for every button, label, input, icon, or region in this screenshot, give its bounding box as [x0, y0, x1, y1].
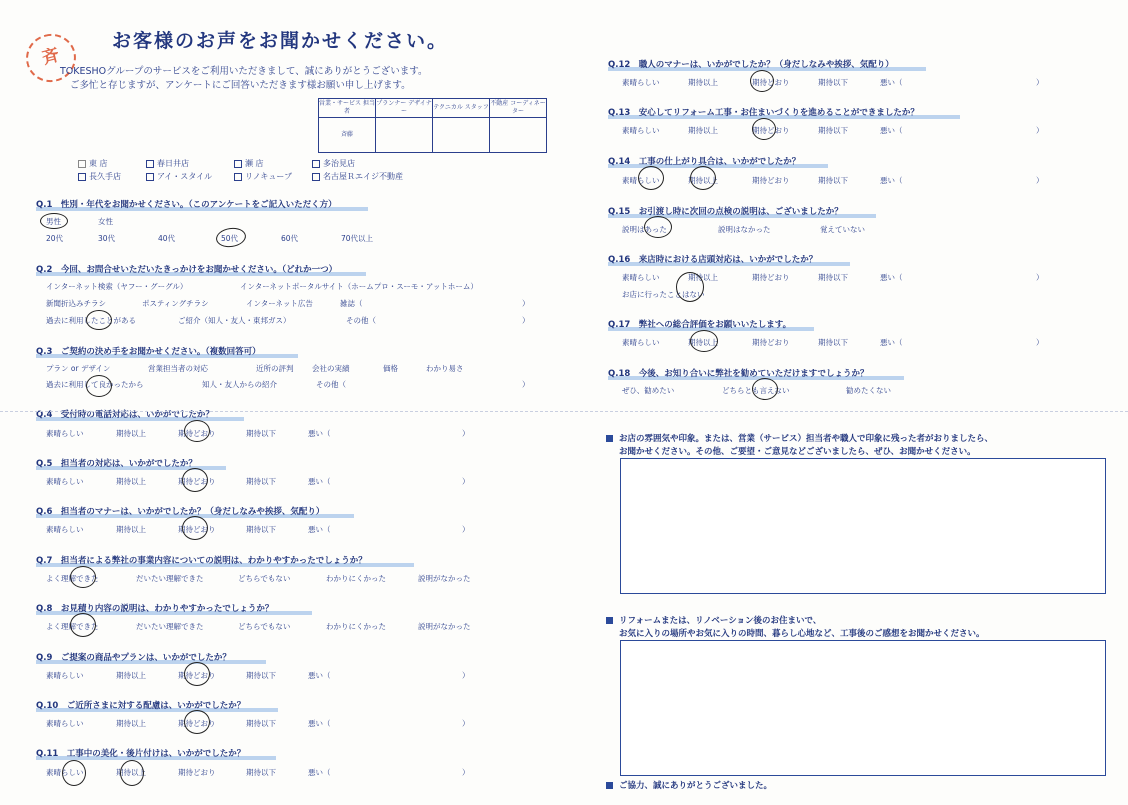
q1-age-40s[interactable]: 40代	[158, 234, 176, 243]
q15-label: Q.15 お引渡し時に次回の点検の説明は、ございましたか？	[608, 205, 876, 218]
staff-value-sales[interactable]: 斉藤	[319, 118, 376, 153]
q2-option[interactable]: インターネット広告	[246, 299, 313, 308]
store-checkbox[interactable]	[312, 173, 320, 181]
rating-option[interactable]: 期待どおり	[752, 126, 790, 135]
understanding-option[interactable]: どちらでもない	[238, 574, 291, 583]
rating-option[interactable]: 期待以下	[818, 126, 848, 135]
rating-option[interactable]: 期待以下	[818, 176, 848, 185]
q1-age-20s[interactable]: 20代	[46, 234, 64, 243]
q3-option[interactable]: 近所の評判	[256, 364, 294, 373]
store-checkbox[interactable]	[234, 160, 242, 168]
impression-heading-1: お店の雰囲気や印象。または、営業（サービス）担当者や職人で印象に残った者がおりましたら、	[606, 432, 993, 444]
rating-option[interactable]: 素晴らしい	[46, 671, 84, 680]
staff-value-planner[interactable]	[376, 118, 433, 153]
impression-comment-box[interactable]	[620, 458, 1106, 594]
q6-label: Q.6 担当者のマナーは、いかがでしたか？（身だしなみや挨拶、気配り）	[36, 505, 354, 518]
thanks-message: ご協力、誠にありがとうございました。	[606, 779, 772, 791]
store-checkbox[interactable]	[146, 160, 154, 168]
answer-circle	[690, 166, 716, 190]
answer-circle	[215, 226, 247, 249]
paren-close: ）	[1036, 126, 1044, 135]
paren-close: ）	[462, 719, 470, 728]
rating-option[interactable]: 期待以下	[818, 273, 848, 282]
store-checkbox[interactable]	[234, 173, 242, 181]
page-title: お客様のお声をお聞かせください。	[112, 30, 449, 52]
rating-option[interactable]: 悪い（	[880, 176, 903, 185]
answer-circle	[750, 70, 774, 92]
rating-option[interactable]: 期待どおり	[178, 429, 216, 438]
q3-option[interactable]: 過去に利用して良かったから	[46, 380, 144, 389]
q3-option[interactable]: 知人・友人からの紹介	[202, 380, 277, 389]
understanding-option[interactable]: だいたい理解できた	[136, 622, 204, 631]
paren-close: ）	[462, 429, 470, 438]
rating-option[interactable]: 期待どおり	[752, 273, 790, 282]
staff-value-technical[interactable]	[433, 118, 490, 153]
q2-option[interactable]: 雑誌（	[340, 299, 363, 308]
staff-header-realestate: 不動産 コーディネーター	[490, 99, 547, 118]
answer-circle	[86, 310, 112, 330]
q2-option[interactable]: インターネット検索（ヤフー・グーグル）	[46, 282, 188, 291]
q2-option[interactable]: ポスティングチラシ	[142, 299, 209, 308]
store-checkbox[interactable]	[78, 173, 86, 181]
paren-close: ）	[1036, 78, 1044, 87]
q18-option-neutral[interactable]: どちらとも言えない	[722, 386, 790, 395]
paren-close: ）	[1036, 338, 1044, 347]
q16-label: Q.16 来店時における店頭対応は、いかがでしたか？	[608, 253, 850, 266]
store-row-2	[78, 171, 403, 182]
fold-line	[0, 411, 1128, 412]
q17-label: Q.17 弊社への総合評価をお願いいたします。	[608, 318, 814, 331]
store-label: 多治見店	[323, 159, 355, 168]
answer-circle	[184, 420, 210, 442]
rating-option[interactable]: 素晴らしい	[46, 525, 84, 534]
rating-option[interactable]: 素晴らしい	[622, 338, 660, 347]
answer-circle	[752, 118, 776, 140]
rating-option[interactable]: 期待以下	[246, 525, 276, 534]
q1-age-70s[interactable]: 70代以上	[341, 234, 374, 243]
rating-option[interactable]: 悪い（	[308, 768, 331, 777]
rating-option[interactable]: 期待どおり	[178, 477, 216, 486]
rating-option[interactable]: 悪い（	[308, 671, 331, 680]
paren-close: ）	[462, 477, 470, 486]
intro-line-2: ご多忙と存じますが、アンケートにご回答いただきます様お願い申し上げます。	[70, 80, 411, 91]
store-label: 東 店	[89, 159, 108, 168]
q13-label: Q.13 安心してリフォーム工事・お住まいづくりを進めることができましたか？	[608, 106, 960, 119]
q2-option[interactable]: 過去に利用したことがある	[46, 316, 136, 325]
rating-option[interactable]: 期待以上	[688, 176, 718, 185]
q3-option[interactable]: 営業担当者の対応	[148, 364, 208, 373]
rating-option[interactable]: 期待どおり	[752, 176, 790, 185]
staff-header-planner: プランナー デザイナー	[376, 99, 433, 118]
store-row-1	[78, 158, 355, 169]
q2-paren-close: ）	[522, 299, 530, 308]
understanding-option[interactable]: わかりにくかった	[326, 622, 386, 631]
store-label: 春日井店	[157, 159, 189, 168]
rating-option[interactable]: 素晴らしい	[622, 273, 660, 282]
q3-option[interactable]: わかり易さ	[426, 364, 464, 373]
rating-option[interactable]: 期待どおり	[178, 525, 216, 534]
answer-circle	[40, 213, 68, 229]
q2-option[interactable]: インターネットポータルサイト（ホームプロ・スーモ・アットホーム）	[240, 282, 478, 291]
rating-option[interactable]: 期待以上	[116, 429, 146, 438]
rating-option[interactable]: 期待以上	[116, 768, 146, 777]
rating-option[interactable]: 悪い（	[308, 719, 331, 728]
store-label: 名古屋Ｒエイジ不動産	[323, 172, 403, 181]
answer-circle	[676, 272, 704, 302]
q2-label: Q.2 今回、お問合せいただいたきっかけをお聞かせください。（どれか一つ）	[36, 263, 366, 276]
rating-option[interactable]: 期待以下	[246, 429, 276, 438]
rating-option[interactable]: 期待以上	[688, 78, 718, 87]
q3-option[interactable]: プラン or デザイン	[46, 364, 111, 373]
impression-heading-2: お聞かせください。その他、ご要望・ご意見などございましたら、ぜひ、お聞かせください。	[619, 447, 976, 457]
store-checkbox[interactable]	[78, 160, 86, 168]
rating-option[interactable]: 悪い（	[308, 477, 331, 486]
q2-paren-close: ）	[522, 316, 530, 325]
q2-option[interactable]: その他（	[346, 316, 376, 325]
answer-circle	[184, 662, 210, 686]
q1-age-60s[interactable]: 60代	[281, 234, 299, 243]
square-bullet-icon	[606, 435, 613, 442]
rating-option[interactable]: 素晴らしい	[46, 768, 84, 777]
rating-option[interactable]: 素晴らしい	[46, 429, 84, 438]
rating-option[interactable]: 期待以下	[818, 78, 848, 87]
rating-option[interactable]: 期待どおり	[178, 768, 216, 777]
q1-age-30s[interactable]: 30代	[98, 234, 116, 243]
q18-option-recommend[interactable]: ぜひ、勧めたい	[622, 386, 675, 395]
q2-option[interactable]: ご紹介（知人・友人・東邦ガス）	[178, 316, 291, 325]
store-label: リノキューブ	[245, 172, 292, 181]
reform-comment-box[interactable]	[620, 640, 1106, 776]
answer-circle	[86, 375, 112, 397]
rating-option[interactable]: 悪い（	[880, 126, 903, 135]
store-checkbox[interactable]	[146, 173, 154, 181]
understanding-option[interactable]: だいたい理解できた	[136, 574, 204, 583]
rating-option[interactable]: 素晴らしい	[622, 78, 660, 87]
q14-label: Q.14 工事の仕上がり具合は、いかがでしたか？	[608, 155, 828, 168]
q12-label: Q.12 職人のマナーは、いかがでしたか？（身だしなみや挨拶、気配り）	[608, 58, 926, 71]
understanding-option[interactable]: 説明がなかった	[418, 622, 471, 631]
q1-gender-female[interactable]: 女性	[98, 217, 113, 226]
rating-option[interactable]: 期待以下	[246, 719, 276, 728]
seal-stamp: 斉	[21, 29, 81, 88]
q1-gender-male[interactable]: 男性	[46, 217, 61, 226]
store-checkbox[interactable]	[312, 160, 320, 168]
q1-label: Q.1 性別・年代をお聞かせください。（このアンケートをご記入いただく方）	[36, 198, 368, 211]
rating-option[interactable]: 悪い（	[308, 429, 331, 438]
answer-circle	[184, 710, 210, 734]
q11-label: Q.11 工事中の美化・後片付けは、いかがでしたか？	[36, 747, 276, 760]
rating-option[interactable]: 素晴らしい	[622, 126, 660, 135]
store-label: 瀬 店	[245, 159, 264, 168]
q3-option[interactable]: 価格	[383, 364, 398, 373]
rating-option[interactable]: 期待どおり	[752, 78, 790, 87]
reform-heading-1: リフォームまたは、リノベーション後のお住まいで、	[606, 614, 821, 626]
reform-heading-2: お気に入りの場所やお気に入りの時間、暮らし心地など、工事後のご感想をお聞かせください。	[619, 629, 985, 639]
answer-circle	[644, 216, 672, 238]
rating-option[interactable]: 期待以上	[688, 273, 718, 282]
staff-header-sales: 営業・サービス 担当者	[319, 99, 376, 118]
q7-label: Q.7 担当者による弊社の事業内容についての説明は、わかりやすかったでしょうか？	[36, 554, 414, 567]
intro-line-1: TOKESHOグループのサービスをご利用いただきまして、誠にありがとうございます。	[60, 66, 428, 77]
staff-value-realestate[interactable]	[490, 118, 547, 153]
understanding-option[interactable]: よく理解できた	[46, 574, 99, 583]
q3-option[interactable]: 会社の実績	[312, 364, 350, 373]
understanding-option[interactable]: どちらでもない	[238, 622, 291, 631]
rating-option[interactable]: 素晴らしい	[46, 719, 84, 728]
paren-close: ）	[1036, 273, 1044, 282]
answer-circle	[690, 330, 718, 352]
understanding-option[interactable]: よく理解できた	[46, 622, 99, 631]
paren-close: ）	[462, 671, 470, 680]
answer-circle	[62, 760, 86, 786]
q3-label: Q.3 ご契約の決め手をお聞かせください。（複数回答可）	[36, 345, 298, 358]
answer-circle	[752, 378, 778, 400]
q15-option-not-explained[interactable]: 説明はなかった	[718, 225, 771, 234]
q18-label: Q.18 今後、お知り合いに弊社を勧めていただけますでしょうか？	[608, 367, 904, 380]
rating-option[interactable]: 期待以上	[116, 719, 146, 728]
rating-option[interactable]: 期待どおり	[178, 719, 216, 728]
q15-option-dont-remember[interactable]: 覚えていない	[820, 225, 865, 234]
q16-option-never-visited[interactable]: お店に行ったことはない	[622, 290, 705, 299]
paren-close: ）	[1036, 176, 1044, 185]
understanding-option[interactable]: 説明がなかった	[418, 574, 471, 583]
rating-option[interactable]: 悪い（	[880, 338, 903, 347]
answer-circle	[120, 760, 144, 786]
answer-circle	[70, 613, 96, 637]
rating-option[interactable]: 期待以上	[116, 671, 146, 680]
rating-option[interactable]: 素晴らしい	[46, 477, 84, 486]
q10-label: Q.10 ご近所さまに対する配慮は、いかがでしたか？	[36, 699, 278, 712]
understanding-option[interactable]: わかりにくかった	[326, 574, 386, 583]
rating-option[interactable]: 期待どおり	[178, 671, 216, 680]
answer-circle	[638, 166, 664, 190]
rating-option[interactable]: 期待以下	[246, 768, 276, 777]
q3-paren-close: ）	[522, 380, 530, 389]
q5-label: Q.5 担当者の対応は、いかがでしたか？	[36, 457, 226, 470]
q4-label: Q.4 受付時の電話対応は、いかがでしたか？	[36, 408, 244, 421]
rating-option[interactable]: 期待以下	[246, 477, 276, 486]
staff-table	[318, 98, 547, 153]
paren-close: ）	[462, 525, 470, 534]
rating-option[interactable]: 悪い（	[880, 273, 903, 282]
rating-option[interactable]: 期待以上	[116, 477, 146, 486]
rating-option[interactable]: 期待以下	[818, 338, 848, 347]
q18-option-not-recommend[interactable]: 勧めたくない	[846, 386, 891, 395]
rating-option[interactable]: 期待以上	[688, 126, 718, 135]
q3-option[interactable]: その他（	[316, 380, 346, 389]
store-label: アイ・スタイル	[157, 172, 213, 181]
answer-circle	[182, 468, 208, 492]
paren-close: ）	[462, 768, 470, 777]
q8-label: Q.8 お見積り内容の説明は、わかりやすかったでしょうか？	[36, 602, 312, 615]
rating-option[interactable]: 期待以上	[116, 525, 146, 534]
q2-option[interactable]: 新聞折込みチラシ	[46, 299, 106, 308]
q15-option-explained[interactable]: 説明はあった	[622, 225, 667, 234]
rating-option[interactable]: 期待どおり	[752, 338, 790, 347]
rating-option[interactable]: 素晴らしい	[622, 176, 660, 185]
rating-option[interactable]: 期待以上	[688, 338, 718, 347]
store-label: 長久手店	[89, 172, 121, 181]
rating-option[interactable]: 悪い（	[880, 78, 903, 87]
q9-label: Q.9 ご提案の商品やプランは、いかがでしたか？	[36, 651, 266, 664]
square-bullet-icon	[606, 782, 613, 789]
rating-option[interactable]: 悪い（	[308, 525, 331, 534]
q1-age-50s[interactable]: 50代	[221, 234, 239, 243]
answer-circle	[70, 566, 96, 588]
answer-circle	[182, 516, 208, 540]
rating-option[interactable]: 期待以下	[246, 671, 276, 680]
square-bullet-icon	[606, 617, 613, 624]
staff-header-technical: テクニカル スタッフ	[433, 99, 490, 118]
